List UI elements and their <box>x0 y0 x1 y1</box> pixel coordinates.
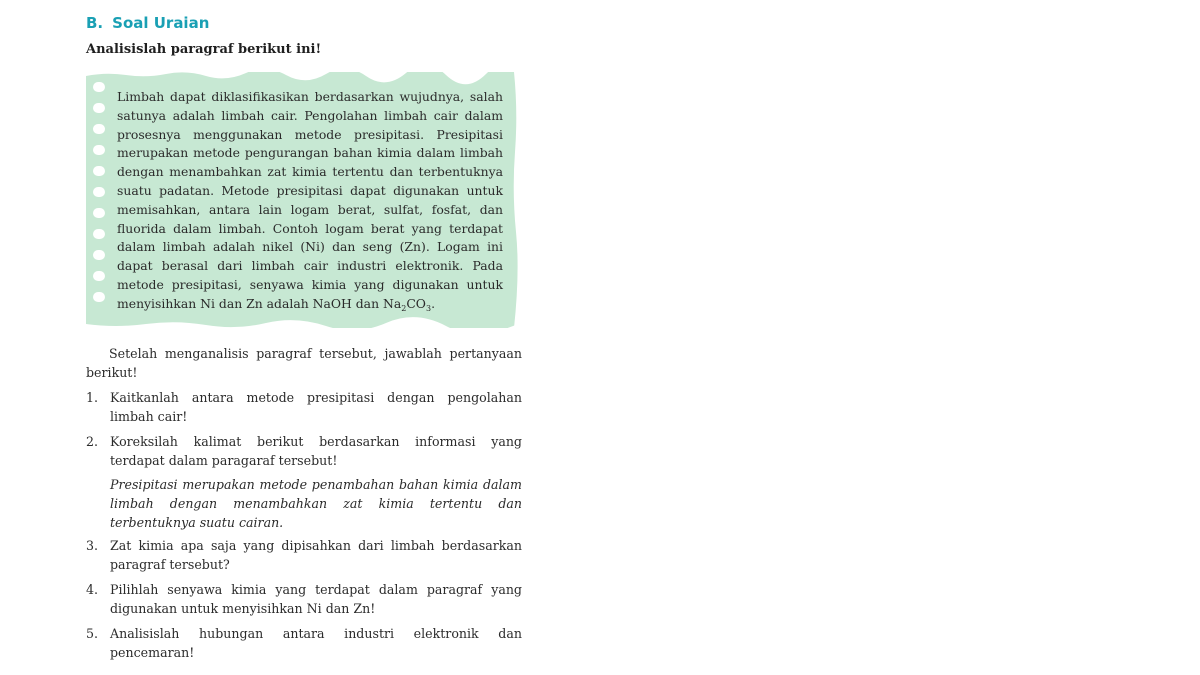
section-heading <box>86 14 209 32</box>
question-text: Koreksilah kalimat berikut berdasarkan informasi yang terdapat dalam paragaraf tersebut! <box>110 434 522 468</box>
section-letter: B. <box>86 14 104 32</box>
note-text: Limbah dapat diklasifikasikan berdasarkan wujudnya, salah satunya adalah limbah cair. Pengolahan limbah cair dalam prosesnya menggunakan metode presipitasi. Presipitasi merupakan metode pengurangan bahan kimia dalam limbah dengan menambahkan zat kimia tertentu dan terbentuknya suatu padatan. Metode presipitasi dapat digunakan untuk memisahkan, antara lain logam berat, sulfat, fosfat, dan fluorida dalam limbah. Contoh logam berat yang terdapat dalam limbah adalah nikel (Ni) dan seng (Zn). Logam ini dapat berasal dari limbah cair industri elektronik. Pada metode presipitasi, senyawa kimia yang digunakan untuk menyisihkan Ni dan Zn adalah NaOH dan Na <box>117 89 503 311</box>
question-number: 3. <box>86 538 99 553</box>
question-item <box>86 388 522 426</box>
question-text: Kaitkanlah antara metode presipitasi dengan pengolahan limbah cair! <box>110 390 522 424</box>
paragraph-note-box <box>86 72 518 328</box>
question-text: Zat kimia apa saja yang dipisahkan dari limbah berdasarkan paragraf tersebut? <box>110 538 522 572</box>
instruction: Analisislah paragraf berikut ini! <box>86 42 322 57</box>
note-paragraph <box>117 88 503 314</box>
question-text: Analisislah hubungan antara industri elektronik dan pencemaran! <box>110 626 522 660</box>
question-item <box>86 536 522 574</box>
question-number: 5. <box>86 626 99 641</box>
intro-text: Setelah menganalisis paragraf tersebut, jawablah pertanyaan berikut! <box>86 346 522 380</box>
question-quote: Presipitasi merupakan metode penambahan bahan kimia dalam limbah dengan menambahkan zat kimia tertentu dan terbentuknya suatu cairan. <box>110 477 522 530</box>
subscript: 3 <box>425 303 432 313</box>
section-title: Soal Uraian <box>112 14 210 32</box>
question-item <box>86 432 522 532</box>
subscript: 2 <box>401 303 407 313</box>
question-item <box>86 580 522 618</box>
question-number: 1. <box>86 390 99 405</box>
question-text: Pilihlah senyawa kimia yang terdapat dalam paragraf yang digunakan untuk menyisihkan Ni dan Zn! <box>110 582 522 616</box>
formula-part: CO <box>406 295 426 311</box>
note-end: . <box>431 295 436 311</box>
question-number: 2. <box>86 434 99 449</box>
question-number: 4. <box>86 582 99 597</box>
question-item <box>86 624 522 662</box>
